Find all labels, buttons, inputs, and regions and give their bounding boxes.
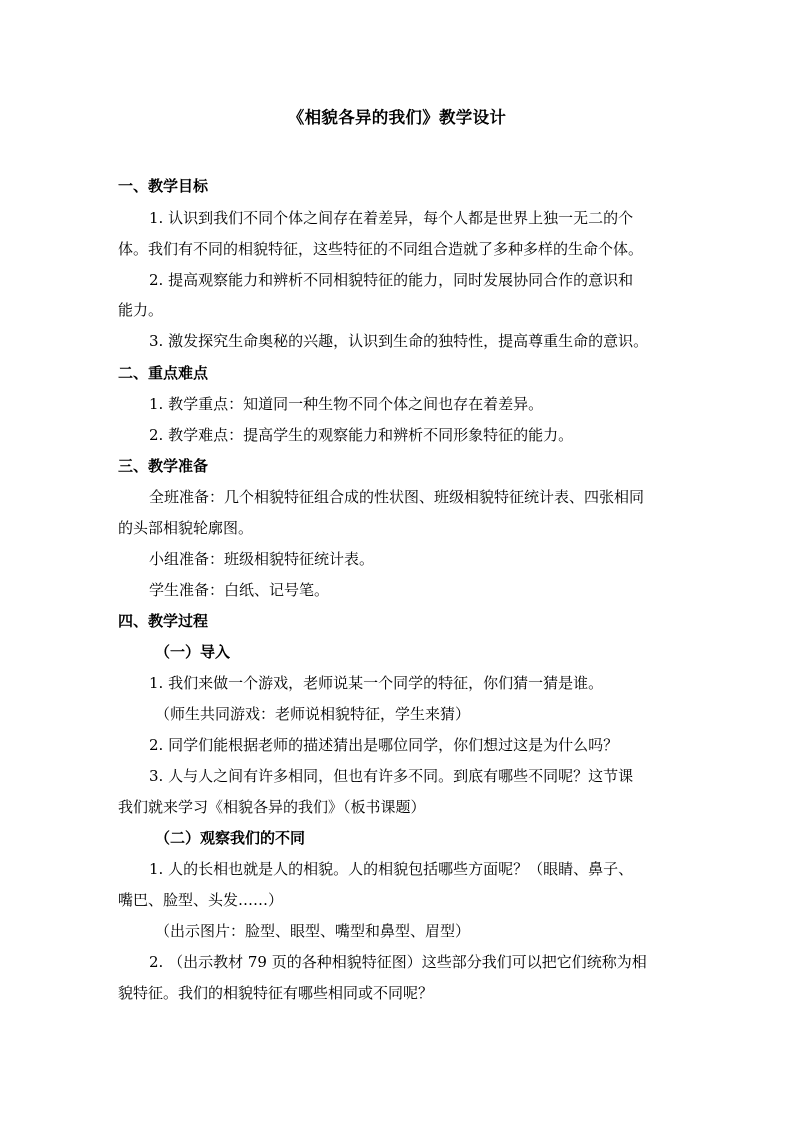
paragraph-line: （师生共同游戏：老师说相貌特征，学生来猜） bbox=[155, 705, 471, 723]
section-heading-key-points: 二、重点难点 bbox=[118, 364, 209, 382]
paragraph-line: 2. 提高观察能力和辨析不同相貌特征的能力，同时发展协同合作的意识和 bbox=[149, 271, 634, 289]
paragraph-line: 3. 人与人之间有许多相同，但也有许多不同。到底有哪些不同呢？这节课 bbox=[149, 767, 634, 785]
paragraph-line: 1. 我们来做一个游戏，老师说某一个同学的特征，你们猜一猜是谁。 bbox=[149, 674, 604, 692]
paragraph-line: 小组准备：班级相貌特征统计表。 bbox=[149, 550, 375, 568]
paragraph-line: 1. 认识到我们不同个体之间存在着差异，每个人都是世界上独一无二的个 bbox=[149, 209, 634, 227]
document-title: 《相貌各异的我们》教学设计 bbox=[287, 108, 507, 127]
paragraph-line: 2. 教学难点：提高学生的观察能力和辨析不同形象特征的能力。 bbox=[149, 426, 574, 444]
paragraph-line: 1. 人的长相也就是人的相貌。人的相貌包括哪些方面呢？（眼睛、鼻子、 bbox=[149, 860, 634, 878]
subsection-heading-intro: （一）导入 bbox=[155, 643, 231, 661]
paragraph-line: 能力。 bbox=[118, 301, 164, 319]
paragraph-line: 体。我们有不同的相貌特征，这些特征的不同组合造就了多种多样的生命个体。 bbox=[118, 240, 644, 258]
paragraph-line: 1. 教学重点：知道同一种生物不同个体之间也存在着差异。 bbox=[149, 395, 544, 413]
section-heading-objectives: 一、教学目标 bbox=[118, 177, 209, 195]
paragraph-line: 3. 激发探究生命奥秘的兴趣，认识到生命的独特性，提高尊重生命的意识。 bbox=[149, 332, 649, 350]
paragraph-line: 我们就来学习《相貌各异的我们》（板书课题） bbox=[118, 798, 426, 816]
paragraph-line: 2. 同学们能根据老师的描述猜出是哪位同学，你们想过这是为什么吗？ bbox=[149, 736, 619, 754]
paragraph-line: 学生准备：白纸、记号笔。 bbox=[149, 581, 330, 599]
section-heading-preparation: 三、教学准备 bbox=[118, 457, 209, 475]
section-heading-process: 四、教学过程 bbox=[118, 612, 209, 630]
paragraph-line: 貌特征。我们的相貌特征有哪些相同或不同呢？ bbox=[118, 984, 434, 1002]
paragraph-line: 的头部相貌轮廓图。 bbox=[118, 519, 254, 537]
paragraph-line: （出示图片：脸型、眼型、嘴型和鼻型、眉型） bbox=[155, 922, 471, 940]
paragraph-line: 嘴巴、脸型、头发……） bbox=[118, 891, 284, 909]
paragraph-line: 全班准备：几个相貌特征组合成的性状图、班级相貌特征统计表、四张相同 bbox=[149, 488, 645, 506]
subsection-heading-observe: （二）观察我们的不同 bbox=[155, 829, 306, 847]
paragraph-line: 2. （出示教材 79 页的各种相貌特征图）这些部分我们可以把它们统称为相 bbox=[149, 953, 647, 971]
